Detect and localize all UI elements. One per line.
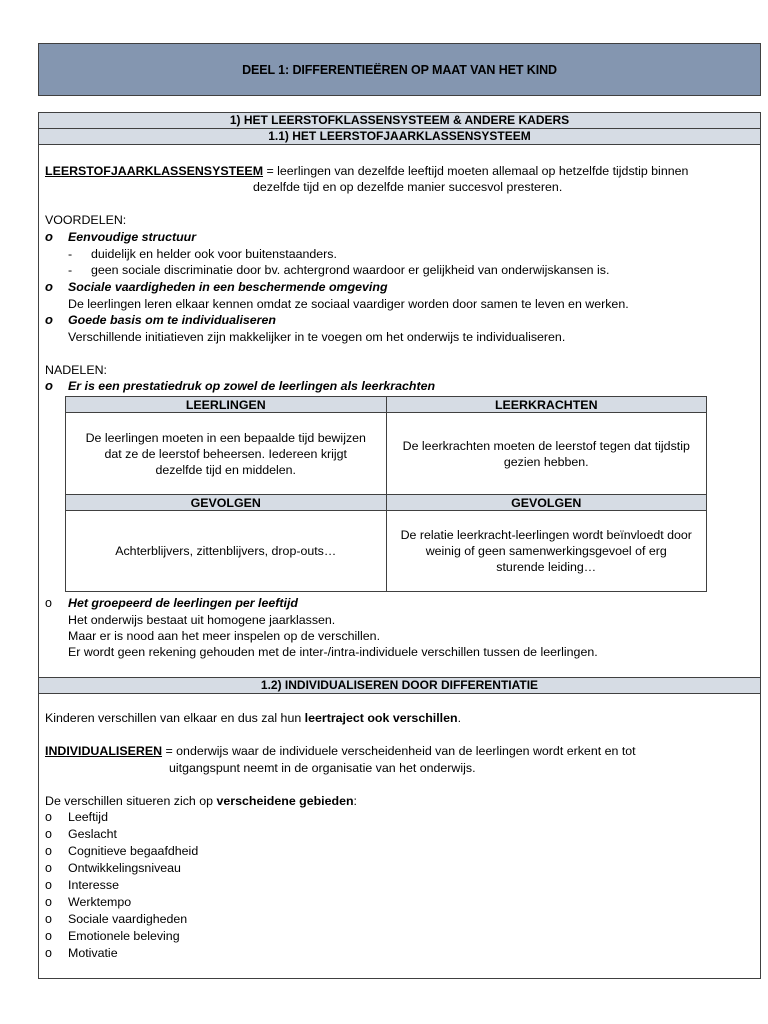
table-header-leerkrachten: LEERKRACHTEN: [386, 397, 707, 413]
voordelen-label: VOORDELEN:: [45, 213, 127, 227]
subsection-header-1-2-text: 1.2) INDIVIDUALISEREN DOOR DIFFERENTIATIE: [260, 678, 539, 692]
bullet-marker: o: [45, 279, 53, 294]
domain-item: Werktempo: [68, 895, 132, 909]
table-cell-leerlingen: De leerlingen moeten in een bepaalde tijd bewijzen dat ze de leerstof beheersen. Iedereen krijgt dezelfde tijd en middelen.: [66, 413, 387, 495]
bullet-marker: o: [45, 596, 52, 610]
page-title: [38, 43, 761, 96]
definition-line-2: uitgangspunt neemt in de organisatie van het onderwijs.: [169, 761, 476, 775]
definition-term: LEERSTOFJAARKLASSENSYSTEEM: [45, 164, 264, 178]
section-header-1: [39, 113, 760, 129]
domains-intro-text: De verschillen situeren zich op: [45, 794, 217, 808]
voordeel-title: Sociale vaardigheden in een beschermende omgeving: [68, 280, 388, 294]
voordeel-title: Goede basis om te individualiseren: [68, 313, 276, 327]
bullet-marker: o: [45, 312, 53, 327]
bullet-marker: o: [45, 912, 52, 926]
bullet-marker: o: [45, 861, 52, 875]
bullet-marker: o: [45, 378, 53, 393]
bullet-marker: o: [45, 810, 52, 824]
dash-marker: -: [68, 247, 73, 261]
nadeel-line: Maar er is nood aan het meer inspelen op de verschillen.: [68, 629, 381, 643]
domains-intro: [45, 793, 357, 809]
section-header-1-text: 1) HET LEERSTOFKLASSENSYSTEEM & ANDERE KADERS: [229, 113, 570, 127]
bullet-marker: o: [45, 229, 53, 244]
nadelen-label: NADELEN:: [45, 363, 107, 377]
domains-intro-bold: verscheidene gebieden: [216, 794, 354, 808]
domain-item: Interesse: [68, 878, 119, 892]
subsection-header-1-2: [39, 677, 760, 694]
table-cell-gevolgen-leerkrachten: De relatie leerkracht-leerlingen wordt beïnvloedt door weinig of geen samenwerkingsgevoel of erg sturende leiding…: [386, 511, 707, 592]
voordeel-point: duidelijk en helder ook voor buitenstaanders.: [91, 247, 337, 261]
definition-leerstofjaarklassensysteem: [45, 163, 688, 179]
bullet-marker: o: [45, 827, 52, 841]
intro-bold: leertraject ook verschillen: [304, 711, 458, 725]
bullet-marker: o: [45, 844, 52, 858]
table-header-gevolgen-leerkrachten: GEVOLGEN: [386, 495, 707, 511]
dash-marker: -: [68, 263, 73, 277]
content-box: [38, 112, 761, 979]
table-cell-gevolgen-leerlingen: Achterblijvers, zittenblijvers, drop-outs…: [66, 511, 387, 592]
domain-item: Motivatie: [68, 946, 118, 960]
individualiseren-intro: [45, 710, 461, 726]
voordeel-title: Eenvoudige structuur: [68, 230, 197, 244]
definition-line-1: = onderwijs waar de individuele verscheidenheid van de leerlingen wordt erkent en tot: [162, 744, 636, 758]
domain-item: Sociale vaardigheden: [68, 912, 188, 926]
domain-item: Emotionele beleving: [68, 929, 180, 943]
domain-item: Ontwikkelingsniveau: [68, 861, 181, 875]
subsection-header-1-1: [39, 129, 760, 145]
table-cell-leerkrachten: De leerkrachten moeten de leerstof tegen dat tijdstip gezien hebben.: [386, 413, 707, 495]
voordeel-text: De leerlingen leren elkaar kennen omdat ze sociaal vaardiger worden door samen te leven en werken.: [68, 297, 629, 311]
domain-item: Geslacht: [68, 827, 117, 841]
definition-line-1: = leerlingen van dezelfde leeftijd moeten allemaal op hetzelfde tijdstip binnen: [263, 164, 689, 178]
subsection-header-1-1-text: 1.1) HET LEERSTOFJAARKLASSENSYSTEEM: [268, 129, 531, 143]
nadeel-title: Er is een prestatiedruk op zowel de leerlingen als leerkrachten: [68, 379, 436, 393]
voordeel-point: geen sociale discriminatie door bv. achtergrond waardoor er gelijkheid van onderwijskansen is.: [91, 263, 610, 277]
domain-item: Leeftijd: [68, 810, 108, 824]
bullet-marker: o: [45, 895, 52, 909]
bullet-marker: o: [45, 946, 52, 960]
intro-text: Kinderen verschillen van elkaar en dus zal hun: [45, 711, 305, 725]
definition-line-2: dezelfde tijd en op dezelfde manier succesvol presteren.: [253, 180, 563, 194]
nadeel-line: Het onderwijs bestaat uit homogene jaarklassen.: [68, 613, 336, 627]
nadeel-title: Het groepeerd de leerlingen per leeftijd: [68, 596, 298, 610]
prestatiedruk-table: [65, 396, 707, 592]
table-header-leerlingen: LEERLINGEN: [66, 397, 387, 413]
intro-end: .: [457, 711, 462, 725]
bullet-marker: o: [45, 878, 52, 892]
domain-item: Cognitieve begaafdheid: [68, 844, 199, 858]
domains-intro-end: :: [353, 794, 357, 808]
table-header-gevolgen-leerlingen: GEVOLGEN: [66, 495, 387, 511]
nadeel-line: Er wordt geen rekening gehouden met de inter-/intra-individuele verschillen tussen de leerlingen.: [68, 645, 598, 659]
definition-term: INDIVIDUALISEREN: [45, 744, 163, 758]
voordeel-text: Verschillende initiatieven zijn makkelijker in te voegen om het onderwijs te individualiseren.: [68, 330, 566, 344]
definition-individualiseren: [45, 743, 636, 759]
page-title-text: DEEL 1: DIFFERENTIEËREN OP MAAT VAN HET KIND: [242, 62, 557, 77]
bullet-marker: o: [45, 929, 52, 943]
